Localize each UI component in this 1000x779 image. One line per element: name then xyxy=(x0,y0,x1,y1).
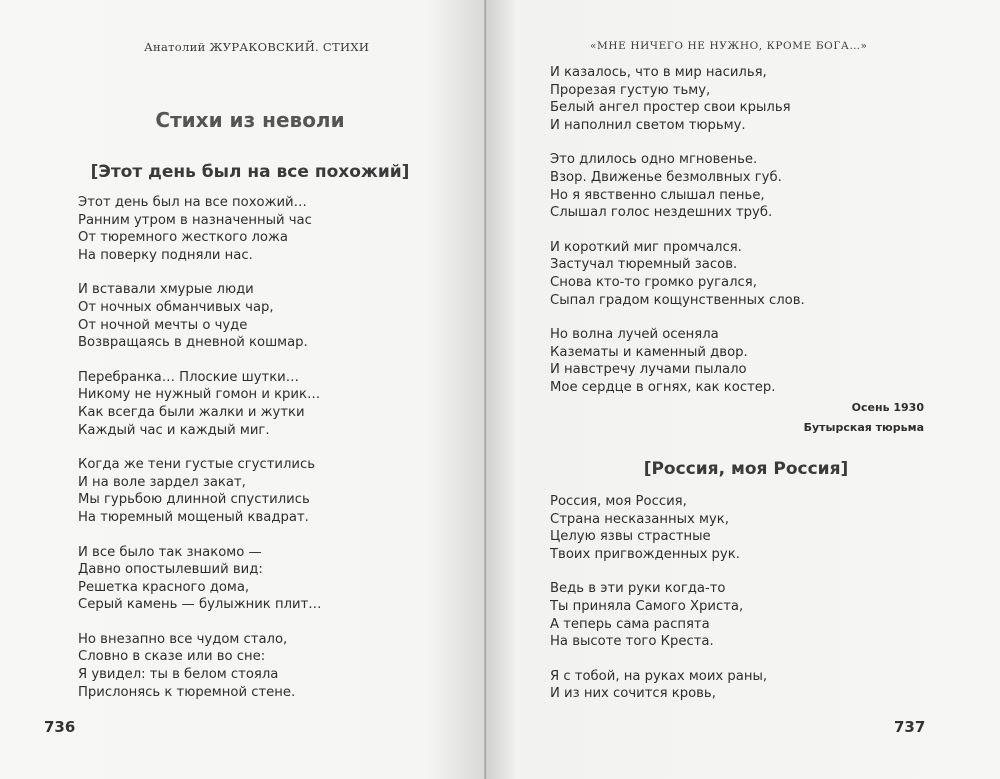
poem-line: И из них сочится кровь, xyxy=(550,686,716,702)
poem-line: Каждый час и каждый миг. xyxy=(78,422,270,438)
poem-line: Слышал голос нездешних труб. xyxy=(550,205,773,221)
stanza xyxy=(550,668,767,703)
poem-line: Никому не нужный гомон и крик… xyxy=(78,387,321,403)
poem-line: Мое сердце в огнях, как костер. xyxy=(550,379,776,395)
poem-line: Россия, моя Россия, xyxy=(550,494,687,509)
poem-line: Ранним утром в назначенный час xyxy=(78,212,312,228)
stanza xyxy=(550,64,805,134)
stanza xyxy=(78,194,321,264)
poem-line: Но волна лучей осеняла xyxy=(550,327,719,343)
poem-line: Когда же тени густые сгустились xyxy=(78,457,316,473)
poem-line: Решетка красного дома, xyxy=(78,579,250,595)
poem-line: Словно в сказе или во сне: xyxy=(78,649,266,665)
poem-line: Перебранка… Плоские шутки… xyxy=(78,369,299,385)
poem-line: И короткий миг промчался. xyxy=(550,239,742,255)
section-title: Стихи из неволи xyxy=(155,108,345,132)
signature-date: Осень 1930 xyxy=(851,401,924,414)
signature-place: Бутырская тюрьма xyxy=(803,421,924,434)
poem-title-right: [Россия, моя Россия] xyxy=(643,459,849,479)
poem-line: Это длилось одно мгновенье. xyxy=(550,152,758,168)
stanza xyxy=(550,239,805,309)
poem-line: Но внезапно все чудом стало, xyxy=(78,631,288,647)
poem-line: Возвращаясь в дневной кошмар. xyxy=(78,335,308,351)
running-head-left: Анатолий ЖУРАКОВСКИЙ. СТИХИ xyxy=(144,40,370,54)
poem-line: Я с тобой, на руках моих раны, xyxy=(550,668,768,684)
stanza xyxy=(550,151,805,221)
page-number-right: 737 xyxy=(894,718,926,736)
left-page xyxy=(0,0,486,779)
poem-line: На тюремный мощеный квадрат. xyxy=(78,509,309,525)
poem-line: Прислонясь к тюремной стене. xyxy=(78,684,296,700)
poem-line: Мы гурьбою длинной спустились xyxy=(78,492,310,508)
poem-line: И на воле зардел закат, xyxy=(78,474,246,490)
stanza xyxy=(78,544,321,614)
stanza xyxy=(78,281,321,351)
poem-line: И вставали хмурые люди xyxy=(78,282,254,298)
poem-line: Я увидел: ты в белом стояла xyxy=(78,667,279,683)
poem-line: Взор. Движенье безмолвных губ. xyxy=(550,169,782,185)
poem-line: От ночной мечты о чуде xyxy=(78,317,248,333)
poem-line: Ведь в эти руки когда-то xyxy=(550,581,726,597)
poem-line: И навстречу лучами пылало xyxy=(550,362,747,378)
poem-line: А теперь сама распята xyxy=(550,616,710,632)
poem-line: Ты приняла Самого Христа, xyxy=(550,598,744,614)
poem-line: Страна несказанных мук, xyxy=(550,511,729,527)
poem-title-left: [Этот день был на все похожий] xyxy=(90,162,410,182)
poem-line: Снова кто-то громко ругался, xyxy=(550,274,757,290)
stanza xyxy=(550,326,805,396)
stanza xyxy=(78,456,321,526)
poem-line: И все было так знакомо — xyxy=(78,544,262,560)
running-head-right: «МНЕ НИЧЕГО НЕ НУЖНО, КРОМЕ БОГА…» xyxy=(590,40,868,52)
poem-line: Целую язвы страстные xyxy=(550,529,711,545)
poem-line: И казалось, что в мир насилья, xyxy=(550,65,767,80)
right-page xyxy=(486,0,1000,779)
poem-line: От тюремного жесткого ложа xyxy=(78,230,288,246)
poem-line: Как всегда были жалки и жутки xyxy=(78,404,305,420)
poem2-body xyxy=(550,493,767,720)
poem-line: На поверку подняли нас. xyxy=(78,247,253,263)
poem-line: Сыпал градом кощунственных слов. xyxy=(550,292,805,308)
poem-line: От ночных обманчивых чар, xyxy=(78,299,274,315)
stanza xyxy=(550,493,767,563)
page-number-left: 736 xyxy=(44,718,76,736)
poem-line: Давно опостылевший вид: xyxy=(78,562,263,578)
poem-line: Серый камень — булыжник плит… xyxy=(78,597,322,613)
poem-line: Белый ангел простер свои крылья xyxy=(550,100,791,116)
poem-line: Застучал тюремный засов. xyxy=(550,257,738,273)
stanza xyxy=(78,369,321,439)
poem-body-right xyxy=(550,64,805,414)
poem-line: Этот день был на все похожий… xyxy=(78,195,307,210)
poem-line: Казематы и каменный двор. xyxy=(550,344,748,360)
poem-line: Твоих пригвожденных рук. xyxy=(550,546,740,562)
stanza xyxy=(78,631,321,701)
poem-line: Прорезая густую тьму, xyxy=(550,82,711,98)
poem-line: И наполнил светом тюрьму. xyxy=(550,117,746,133)
poem-body-left xyxy=(78,194,321,718)
stanza xyxy=(550,580,767,650)
poem-line: На высоте того Креста. xyxy=(550,634,714,650)
poem-line: Но я явственно слышал пенье, xyxy=(550,187,765,203)
